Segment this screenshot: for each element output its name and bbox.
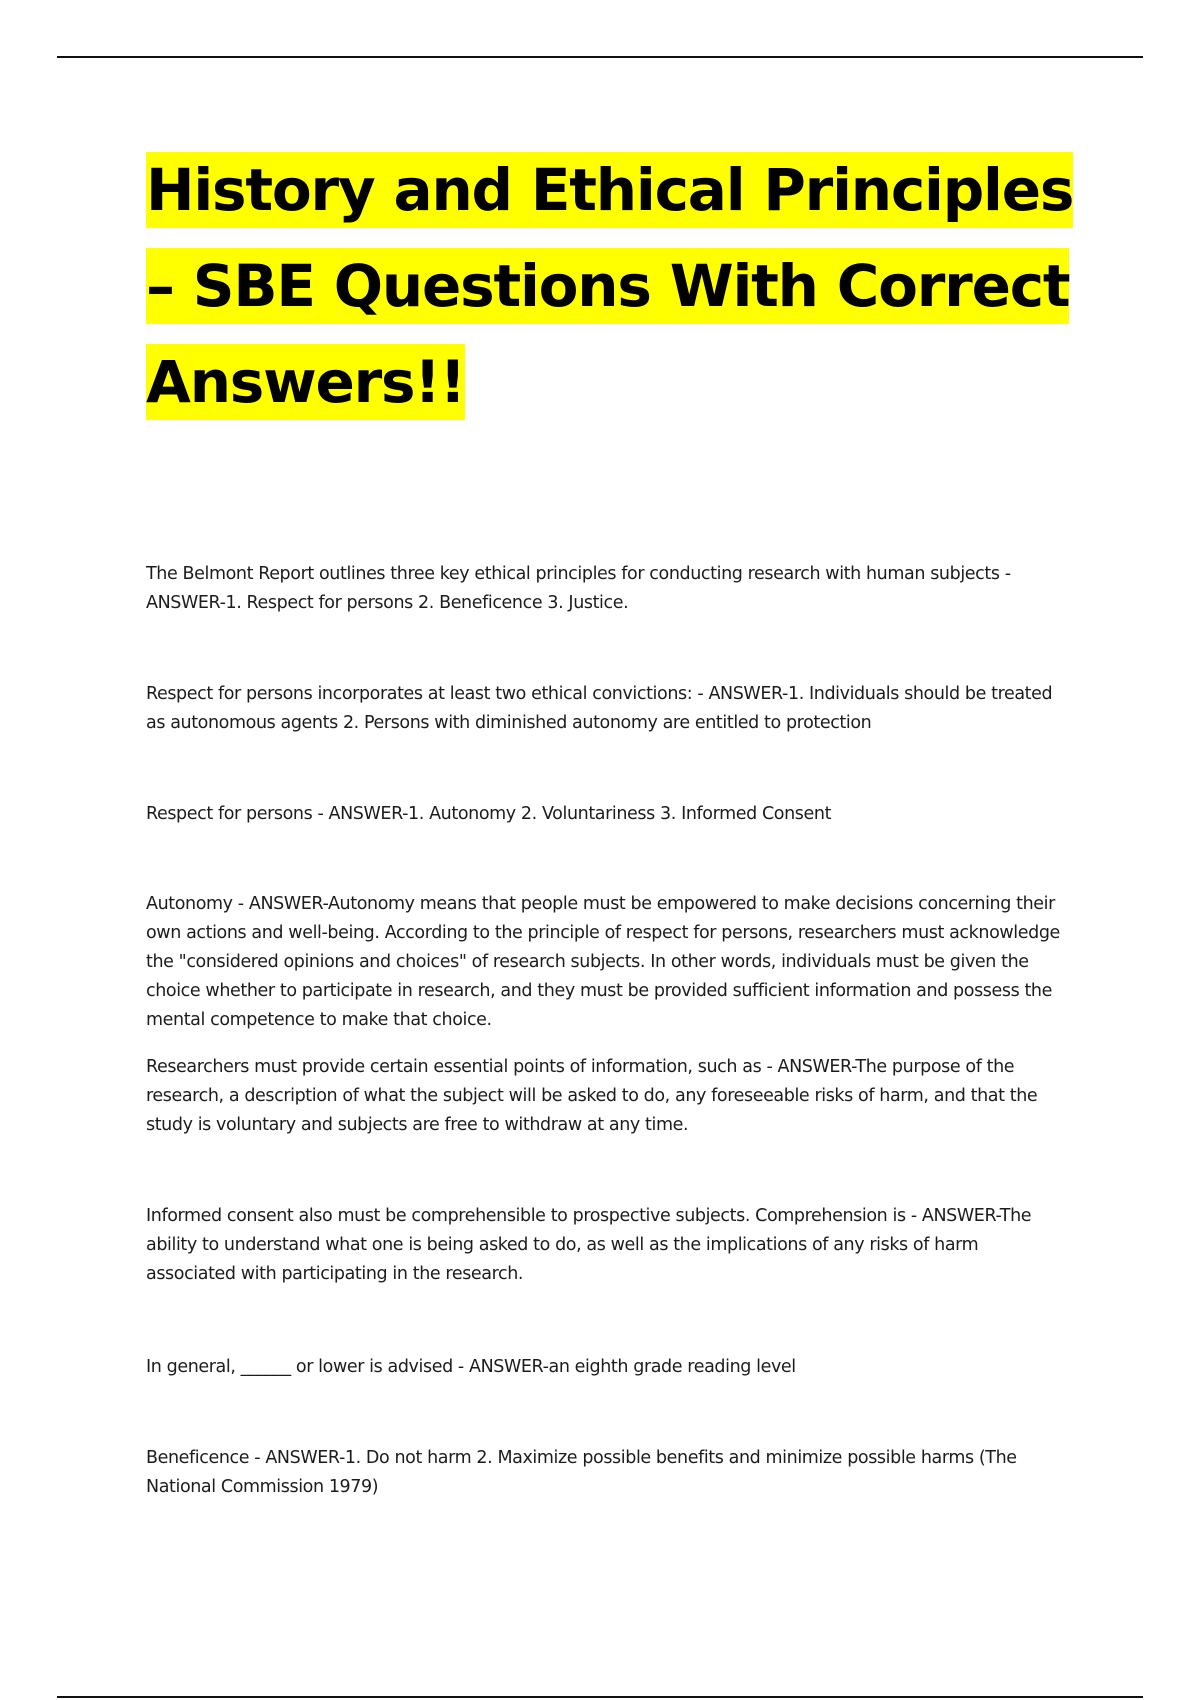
qa-belmont-principles: The Belmont Report outlines three key ethical principles for conducting research with human subjects - ANSWER-1. Respect for persons 2. Beneficence 3. Justice. xyxy=(146,564,1011,613)
bottom-rule xyxy=(57,1696,1143,1698)
title-line-2 xyxy=(146,238,1070,334)
qa-essential-information: Researchers must provide certain essential points of information, such as - ANSWER-The purpose of the research, a description of what the subject will be asked to do, any foreseeable risks of harm, and that the study is voluntary and subjects are free to withdraw at any time. xyxy=(146,1057,1038,1135)
title-line-3-text: Answers!! xyxy=(146,344,465,420)
qa-autonomy: Autonomy - ANSWER-Autonomy means that people must be empowered to make decisions concerning their own actions and well-being. According to the principle of respect for persons, researchers must acknowledge the "considered opinions and choices" of research subjects. In other words, individuals must be given the choice whether to participate in research, and they must be provided sufficient information and possess the mental competence to make that choice. xyxy=(146,894,1060,1030)
qa-comprehension: Informed consent also must be comprehensible to prospective subjects. Comprehension is - ANSWER-The ability to understand what one is being asked to do, as well as the implications of any risks of harm associated with participating in the research. xyxy=(146,1206,1032,1284)
qa-reading-level: In general, ______ or lower is advised - ANSWER-an eighth grade reading level xyxy=(146,1357,796,1377)
qa-respect-for-persons: Respect for persons - ANSWER-1. Autonomy 2. Voluntariness 3. Informed Consent xyxy=(146,804,832,824)
top-rule xyxy=(57,56,1143,58)
title-line-1 xyxy=(146,142,1074,238)
title-line-2-text: – SBE Questions With Correct xyxy=(146,248,1069,324)
title-line-3 xyxy=(146,334,1046,430)
title-line-1-text: History and Ethical Principles xyxy=(146,152,1073,228)
qa-beneficence: Beneficence - ANSWER-1. Do not harm 2. Maximize possible benefits and minimize possible harms (The National Commission 1979) xyxy=(146,1448,1017,1497)
qa-respect-convictions: Respect for persons incorporates at least two ethical convictions: - ANSWER-1. Individuals should be treated as autonomous agents 2. Persons with diminished autonomy are entitled to protection xyxy=(146,684,1053,733)
document-title xyxy=(146,142,1074,430)
